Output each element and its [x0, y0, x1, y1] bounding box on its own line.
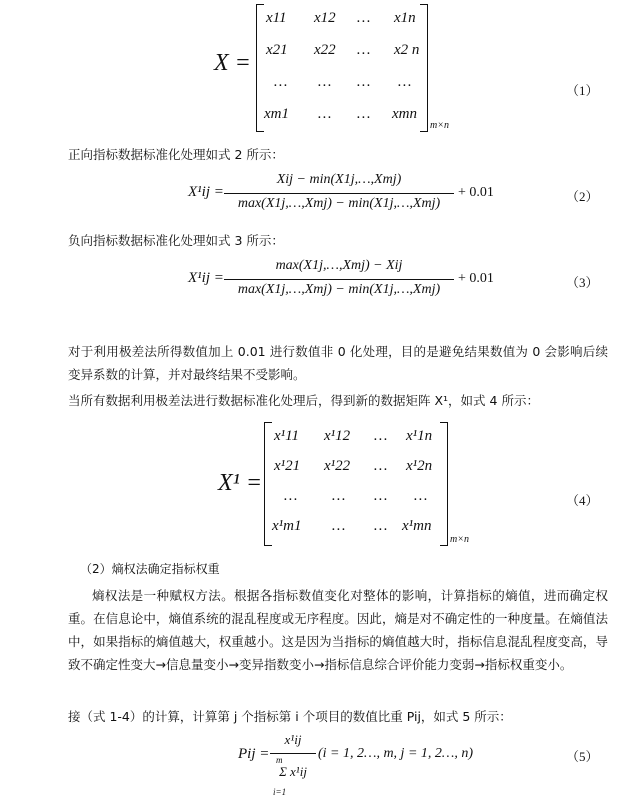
matrix-cell: … — [357, 42, 371, 58]
matrix-cell: x¹21 — [274, 458, 301, 474]
matrix-cell: … — [332, 488, 346, 504]
paragraph-new-matrix: 当所有数据利用极差法进行数据标准化处理后，得到新的数据矩阵 X¹，如式 4 所示： — [68, 393, 539, 408]
equation-number: （4） — [566, 493, 599, 508]
matrix-x — [256, 4, 428, 132]
text-positive-normalization: 正向指标数据标准化处理如式 2 所示： — [68, 147, 284, 162]
eq5-sum-upper: m — [276, 755, 283, 765]
matrix-cell: … — [374, 488, 388, 504]
matrix-cell: … — [374, 428, 388, 444]
matrix-cell: … — [374, 518, 388, 534]
eq2-lhs: X¹ij = — [188, 184, 224, 200]
matrix-cell: x22 — [314, 42, 336, 58]
eq5-condition: (i = 1, 2…, m, j = 1, 2…, n) — [318, 746, 474, 761]
matrix-x-lhs: X = — [214, 50, 251, 76]
eq3-lhs: X¹ij = — [188, 270, 224, 286]
eq3-numerator: max(X1j,…,Xmj) − Xij — [275, 258, 403, 273]
matrix-cell: … — [374, 458, 388, 474]
matrix-cell: … — [357, 74, 371, 90]
matrix-left-bracket — [264, 422, 272, 546]
matrix-x1-lhs: X¹ = — [218, 470, 263, 496]
eq3-tail: + 0.01 — [458, 271, 494, 286]
paragraph-value-proportion: 接（式 1-4）的计算，计算第 j 个指标第 i 个项目的数值比重 Pij，如式 5 所示： — [68, 709, 512, 724]
matrix-cell: … — [318, 74, 332, 90]
eq2-denominator: max(X1j,…,Xmj) − min(X1j,…,Xmj) — [237, 196, 441, 211]
matrix-cell: … — [357, 106, 371, 122]
eq2-tail: + 0.01 — [458, 185, 494, 200]
eq5-denominator: Σ x¹ij — [279, 764, 307, 779]
eq5-fraction-line — [270, 753, 316, 754]
eq5-lhs: Pij = — [238, 746, 270, 762]
matrix-cell: x12 — [314, 10, 336, 26]
paragraph-entropy-method: 熵权法是一种赋权方法。根据各指标数值变化对整体的影响，计算指标的熵值，进而确定权重。在信息论中，熵值系统的混乱程度或无序程度。因此，熵是对不确定性的一种度量。在熵值法中，如果指标的熵值越大，权重越小。这是因为当指标的熵值越大时，指标信息混乱程度变高，导致不确定性变大→信息量变小→变异指数变小→指标信息综合评价能力变弱→指标权重变小。 — [68, 588, 608, 672]
matrix-cell: x1n — [394, 10, 416, 26]
matrix-x1-dimension: m×n — [450, 534, 469, 545]
matrix-left-bracket — [256, 4, 264, 132]
matrix-cell: x¹mn — [402, 518, 432, 534]
matrix-cell: … — [284, 488, 298, 504]
section-heading-entropy-weight: （2）熵权法确定指标权重 — [80, 562, 220, 576]
matrix-x1 — [264, 422, 448, 546]
matrix-cell: … — [357, 10, 371, 26]
eq2-numerator: Xij − min(X1j,…,Xmj) — [276, 172, 402, 187]
equation-number: （1） — [566, 83, 599, 98]
eq5-sum-lower: i=1 — [273, 787, 287, 797]
equation-number: （3） — [566, 275, 599, 290]
matrix-cell: x¹1n — [406, 428, 433, 444]
matrix-cell: x¹m1 — [272, 518, 302, 534]
paragraph-nonzero-processing: 对于利用极差法所得数值加上 0.01 进行数值非 0 化处理，目的是避免结果数值为 0 会影响后续变异系数的计算，并对最终结果不受影响。 — [68, 344, 608, 382]
matrix-x-dimension: m×n — [430, 120, 449, 131]
eq3-fraction-line — [224, 279, 454, 280]
matrix-right-bracket — [440, 422, 448, 546]
matrix-cell: … — [318, 106, 332, 122]
matrix-right-bracket — [420, 4, 428, 132]
text-negative-normalization: 负向指标数据标准化处理如式 3 所示： — [68, 233, 284, 248]
matrix-cell: xm1 — [264, 106, 289, 122]
matrix-cell: x11 — [266, 10, 287, 26]
matrix-cell: x21 — [266, 42, 288, 58]
matrix-cell: … — [414, 488, 428, 504]
matrix-cell: x¹12 — [324, 428, 351, 444]
matrix-cell: x2 n — [394, 42, 420, 58]
matrix-cell: xmn — [392, 106, 417, 122]
eq3-denominator: max(X1j,…,Xmj) − min(X1j,…,Xmj) — [237, 282, 441, 297]
matrix-cell: … — [274, 74, 288, 90]
equation-number: （2） — [566, 189, 599, 204]
matrix-cell: x¹11 — [274, 428, 300, 444]
eq2-fraction-line — [224, 193, 454, 194]
matrix-cell: … — [398, 74, 412, 90]
matrix-cell: … — [332, 518, 346, 534]
matrix-cell: x¹22 — [324, 458, 351, 474]
equation-number: （5） — [566, 749, 599, 764]
matrix-cell: x¹2n — [406, 458, 433, 474]
eq5-numerator: x¹ij — [284, 732, 302, 747]
